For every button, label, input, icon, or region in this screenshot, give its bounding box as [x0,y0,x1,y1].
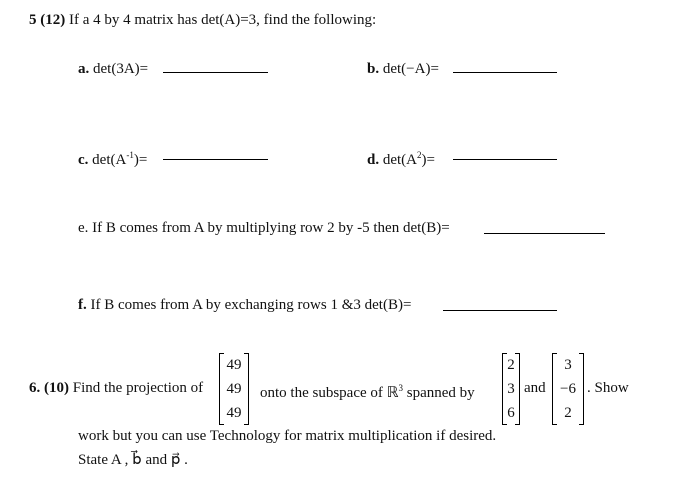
q5e: e. If B comes from A by multiplying row 2 by -5 then det(B)= [78,220,450,236]
entry: 2 [507,357,515,373]
answer-blank-f[interactable] [443,310,557,311]
vector-49 [219,353,249,425]
intro-det: det(A)=3 [201,12,257,28]
q6-line2: work but you can use Technology for matrix multiplication if desired. [78,428,497,444]
entry: −6 [560,381,576,397]
text: onto the subspace of [260,385,387,401]
label: f. [78,297,87,313]
answer-blank-d[interactable] [453,159,557,160]
expr: det(−A)= [382,61,439,77]
q5c [78,146,147,169]
q6-prefix [29,379,203,397]
intro-post: , find the following: [256,12,377,28]
text: Find the projection of [72,380,204,396]
expr: det(A [92,152,127,168]
expr-end: )= [133,152,148,168]
entry: 49 [226,405,242,421]
expr: det(3A)= [93,61,149,77]
label: a. [78,61,90,77]
entry: 2 [564,405,572,421]
vector-v1 [502,353,520,425]
text: spanned by [403,385,475,401]
entry: 3 [564,357,572,373]
entry: 49 [226,381,242,397]
intro-text: If a 4 by 4 matrix has [69,12,202,28]
text: If B comes from A by exchanging rows 1 &3 det(B)= [90,297,412,313]
q6-line3: State A , b⃗ and p⃗ . [78,452,188,468]
exponent: -1 [126,150,134,160]
real-space: ℝ [386,385,399,401]
q5b [367,60,439,78]
expr-end: )= [421,152,435,168]
q5-number: 5 (12) [29,12,66,28]
dim: 3 [398,383,404,393]
and-text: and [524,380,546,396]
show-text: . Show [587,380,629,396]
answer-blank-e[interactable] [484,233,605,234]
vector-v2 [552,353,584,425]
answer-blank-a[interactable] [163,72,268,73]
expr: det(A [382,152,417,168]
q6-number: 6. (10) [29,380,69,396]
entry: 3 [507,381,515,397]
entry: 49 [226,357,242,373]
answer-blank-b[interactable] [453,72,557,73]
q5-intro [29,11,376,29]
label: d. [367,152,380,168]
q5a [78,60,148,78]
label: b. [367,61,380,77]
q5f [78,296,411,314]
q5d [367,146,435,169]
label: c. [78,152,89,168]
answer-blank-c[interactable] [163,159,268,160]
entry: 6 [507,405,515,421]
exponent: 2 [417,150,422,160]
q6-mid [260,379,475,402]
